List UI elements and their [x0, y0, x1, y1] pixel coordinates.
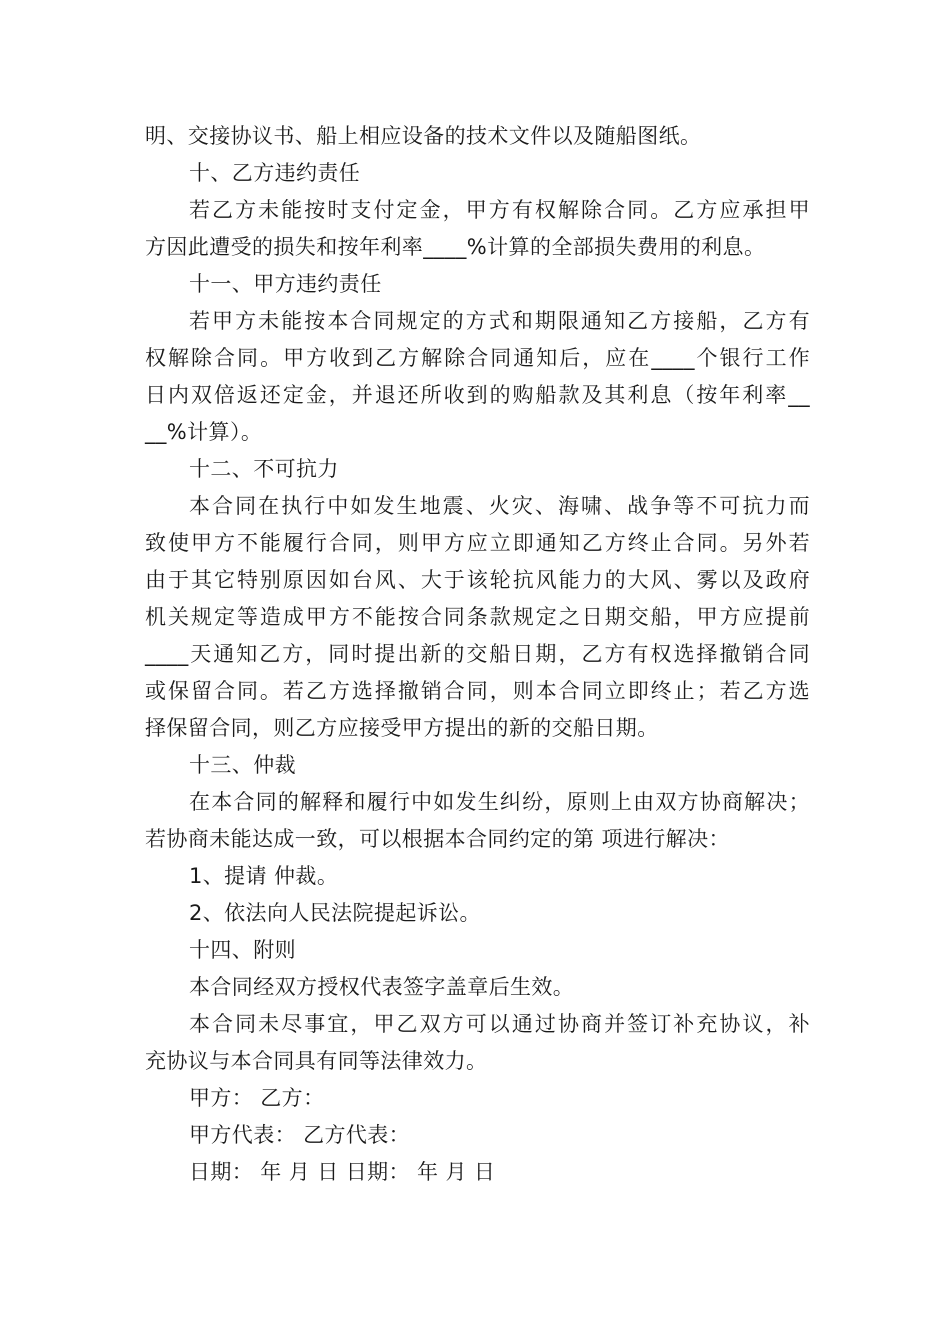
document-line: 方因此遭受的损失和按年利率____%计算的全部损失费用的利息。 [145, 235, 766, 259]
document-line: 本合同未尽事宜，甲乙双方可以通过协商并签订补充协议，补 [189, 1012, 810, 1036]
document-body [145, 118, 810, 1191]
document-line: 甲方代表： 乙方代表： [189, 1123, 411, 1147]
document-line: 十二、不可抗力 [189, 457, 339, 481]
document-line: 1、提请 仲裁。 [189, 864, 339, 888]
document-line: 若甲方未能按本合同规定的方式和期限通知乙方接船，乙方有 [189, 309, 810, 333]
document-line: 十四、附则 [189, 938, 296, 962]
document-line: 十三、仲裁 [189, 753, 296, 777]
document-line: 或保留合同。若乙方选择撤销合同，则本合同立即终止；若乙方选 [145, 679, 810, 703]
document-line: 明、交接协议书、船上相应设备的技术文件以及随船图纸。 [145, 124, 702, 148]
document-line: 十、乙方违约责任 [189, 161, 361, 185]
document-line: 致使甲方不能履行合同，则甲方应立即通知乙方终止合同。另外若 [145, 531, 810, 555]
document-line: 权解除合同。甲方收到乙方解除合同通知后，应在____个银行工作 [145, 346, 810, 370]
document-line: 甲方： 乙方： [189, 1086, 325, 1110]
document-line: 本合同经双方授权代表签字盖章后生效。 [189, 975, 575, 999]
document-line: ____天通知乙方，同时提出新的交船日期，乙方有权选择撤销合同 [145, 642, 810, 666]
document-line: 日期： 年 月 日 日期： 年 月 日 [189, 1160, 496, 1184]
document-line: 择保留合同，则乙方应接受甲方提出的新的交船日期。 [145, 716, 659, 740]
document-line: 由于其它特别原因如台风、大于该轮抗风能力的大风、雾以及政府 [145, 568, 810, 592]
document-line: 本合同在执行中如发生地震、火灾、海啸、战争等不可抗力而 [189, 494, 810, 518]
document-line: 十一、甲方违约责任 [189, 272, 382, 296]
document-line: 2、依法向人民法院提起诉讼。 [189, 901, 481, 925]
document-line: 机关规定等造成甲方不能按合同条款规定之日期交船，甲方应提前 [145, 605, 810, 629]
document-line: 日内双倍返还定金，并退还所收到的购船款及其利息（按年利率__ [145, 383, 810, 407]
document-line: 充协议与本合同具有同等法律效力。 [145, 1049, 488, 1073]
document-line: __%计算）。 [145, 420, 263, 444]
document-line: 若协商未能达成一致，可以根据本合同约定的第 项进行解决： [145, 827, 730, 851]
document-line: 在本合同的解释和履行中如发生纠纷，原则上由双方协商解决； [189, 790, 810, 814]
document-line: 若乙方未能按时支付定金，甲方有权解除合同。乙方应承担甲 [189, 198, 810, 222]
